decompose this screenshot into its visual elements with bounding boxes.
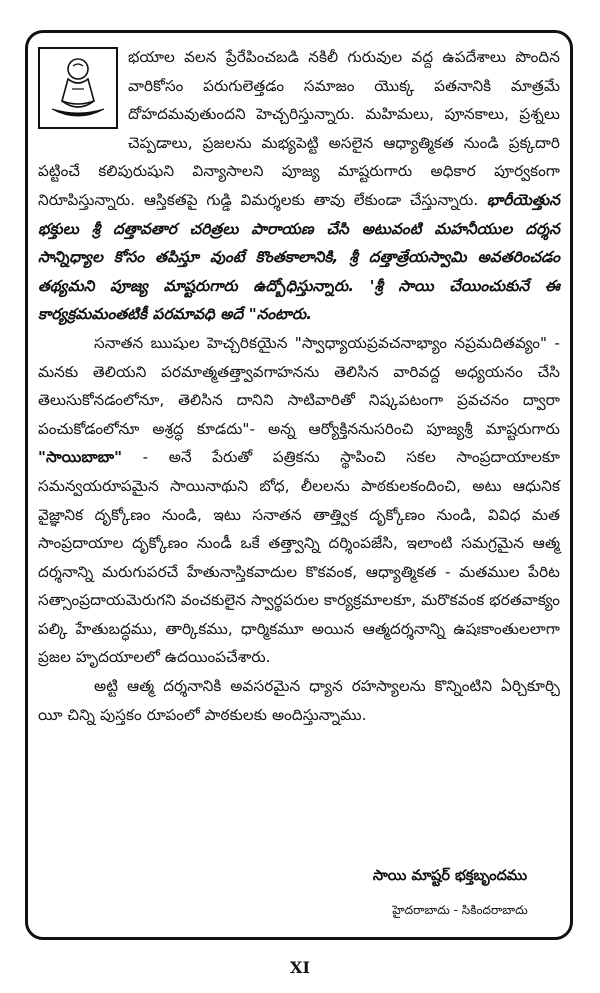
page-body [38,43,560,729]
paragraph-1-bold-text: భారీయెత్తున భక్తులు శ్రీ దత్తావతార చరిత్రలు పారాయణ చేసి అటువంటి మహనీయుల దర్శన సాన్నిధ్యాల కోసం తపిస్తూ వుంటే కొంతకాలానికి, శ్రీ దత్తాత్రేయస్వామి అవతరించడం తథ్యమని పూజ్య మాష్టరుగారు ఉద్బోధిస్తున్నారు. 'శ్రీ సాయి చేయించుకునే ఈ కార్యక్రమమంతటికీ పరమావధి అదే "నంటారు. [38,190,560,324]
paragraph-2-text-a: సనాతన ఋషుల హెచ్చరికయైన "స్వాధ్యాయప్రవచనాభ్యాం నప్రమదితవ్యం" - మనకు తెలియని పరమాత్మతత్త్వావగాహనను తెలిసిన వారివద్ద అధ్యయనం చేసి తెలుసుకోనడంలోనూ, తెలిసిన దానిని సాటివారితో నిష్కపటంగా ప్రవచనం ద్వారా పంచుకోడంలోనూ అశ్రద్ధ కూడదు"- అన్న ఆర్యోక్తిననుసరించి పూజ్యశ్రీ మాష్టరుగారు [38,333,560,438]
paragraph-2 [38,329,560,672]
paragraph-1-text: భయాల వలన ప్రేరేపించబడి నకిలీ గురువుల వద్ద ఉపదేశాలు పొందిన వారికోసం పరుగులెత్తడం సమాజం యొక్క పతనానికి మాత్రమే దోహదమవుతుందని హెచ్చరిస్తున్నారు. మహిమలు, పూనకాలు, ప్రశ్నలు చెప్పడాలు, ప్రజలను మభ్యపెట్టి అసలైన ఆధ్యాత్మికత నుండి ప్రక్కదారి పట్టించే కలిపురుషుని విన్యాసాలని పూజ్య మాష్టరుగారు అధికార పూర్వకంగా నిరూపిస్తున్నారు. ఆస్తికతపై గుడ్డి విమర్శలకు తావు లేకుండా చేస్తున్నారు. [38,48,560,209]
signature-line: సాయి మాష్టర్ భక్తబృందము [372,868,528,884]
page-number: XI [290,958,310,977]
place-line: హైదరాబాదు - సికిందరాబాదు [392,903,528,917]
paragraph-2-quote: "సాయిబాబా" [38,448,123,467]
paragraph-3: అట్టి ఆత్మ దర్శనానికి అవసరమైన ధ్యాన రహస్యాలను కొన్నింటిని ఏర్చికూర్చి యీ చిన్ని పుస్తకం రూపంలో పాఠకులకు అందిస్తున్నాము. [38,677,560,724]
paragraph-2-text-b: - అనే పేరుతో పత్రికను స్థాపించి సకల సాంప్రదాయాలకూ సమన్వయరూపమైన సాయినాథుని బోధ, లీలలను పాఠకులకందించి, అటు ఆధునిక వైజ్ఞానిక దృక్కోణం నుండి, ఇటు సనాతన తాత్త్విక దృక్కోణం నుండి, వివిధ మత సాంప్రదాయాల దృక్కోణం నుండీ ఒకే తత్త్వాన్ని దర్శింపజేసి, ఇలాంటి సమగ్రమైన ఆత్మ దర్శనాన్ని మరుగుపరచే హేతునాస్తికవాదుల కొకవంక, ఆధ్యాత్మికత - మతముల పేరిట సత్సాంప్రదాయమెరుగని వంచకులైన స్వార్థపరుల కార్యక్రమాలకూ, మరొకవంక భరతవాక్యం పల్కి హేతుబద్ధము, తార్కికము, ధార్మికమూ అయిన ఆత్మదర్శనాన్ని ఉషఃకాంతులలాగా ప్రజల హృదయాలలో ఉదయింపచేశారు. [38,448,560,667]
seated-figure-icon [42,51,114,125]
master-portrait-image [38,47,118,129]
